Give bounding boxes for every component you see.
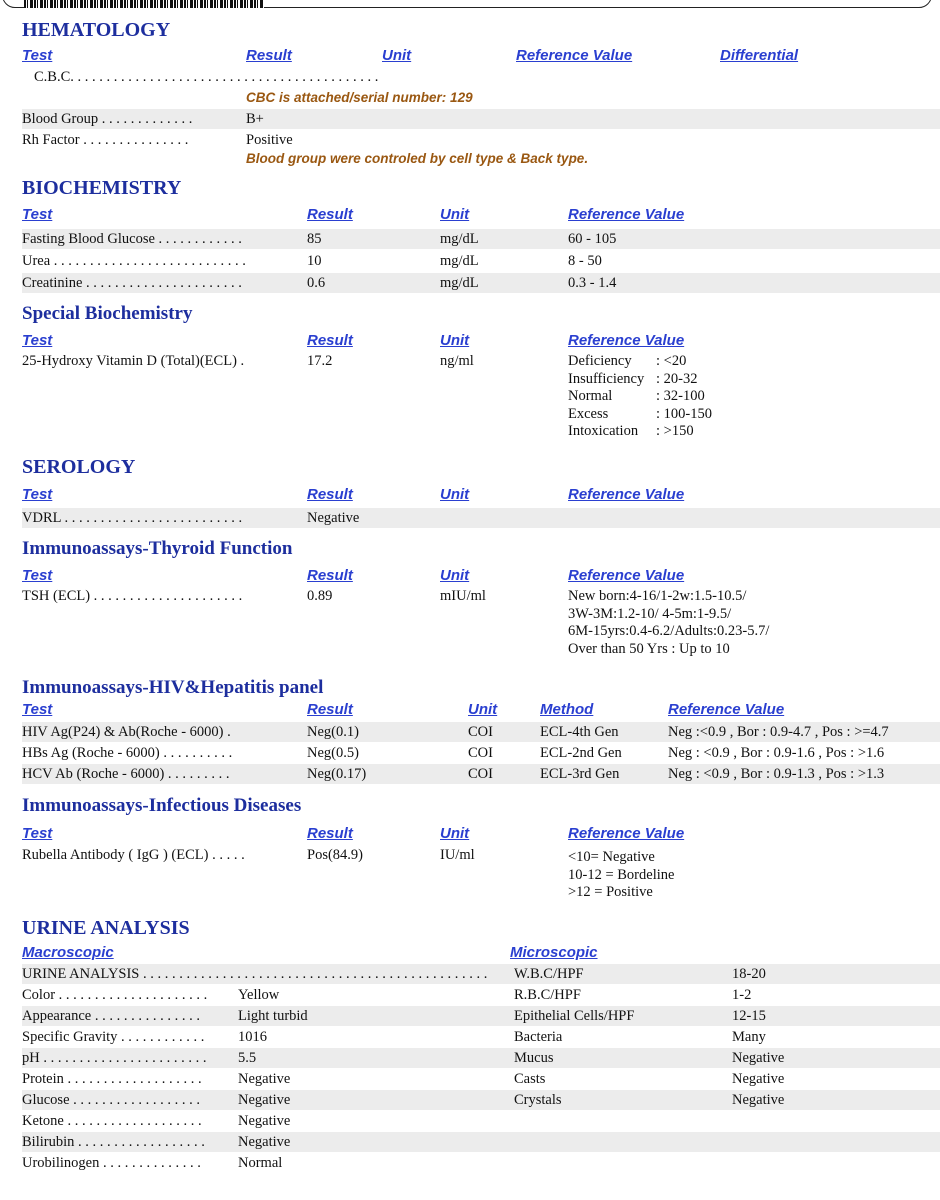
header-reference: Reference Value xyxy=(516,47,633,64)
test-unit: ng/ml xyxy=(440,353,474,369)
test-unit: IU/ml xyxy=(440,847,475,863)
table-row xyxy=(22,67,940,87)
micro-label: Epithelial Cells/HPF xyxy=(514,1008,635,1024)
urine-label: Specific Gravity . . . . . . . . . . . . xyxy=(22,1029,205,1045)
vitamin-d-reference xyxy=(568,353,712,441)
ref-value: : 100-150 xyxy=(656,405,712,422)
urine-value: Negative xyxy=(238,1092,291,1108)
ref-label: Deficiency xyxy=(568,353,632,369)
table-row xyxy=(22,1069,940,1089)
urine-value: Normal xyxy=(238,1155,283,1171)
ref-label: Excess xyxy=(568,405,609,422)
ref-label: Insufficiency xyxy=(568,370,645,387)
table-row xyxy=(22,964,940,984)
header-differential: Differential xyxy=(720,47,799,64)
test-reference: 60 - 105 xyxy=(568,231,617,247)
table-row xyxy=(22,1027,940,1047)
test-method: ECL-2nd Gen xyxy=(540,745,622,761)
urine-value: Yellow xyxy=(238,987,280,1003)
urine-label: URINE ANALYSIS . . . . . . . . . . . . . . . . . . . . . . . . . . . . . . . . . . . . . . . . . . . . . . . . xyxy=(22,966,488,982)
test-unit: mIU/ml xyxy=(440,588,486,604)
test-unit: mg/dL xyxy=(440,275,479,291)
urine-label: Protein . . . . . . . . . . . . . . . . . . . xyxy=(22,1071,202,1087)
test-name: Creatinine . . . . . . . . . . . . . . . . . . . . . . xyxy=(22,275,242,291)
micro-label: Casts xyxy=(514,1071,546,1087)
table-row xyxy=(22,229,940,249)
test-name: HCV Ab (Roche - 6000) . . . . . . . . . xyxy=(22,766,230,782)
header-result: Result xyxy=(246,47,292,64)
header-unit: Unit xyxy=(468,701,498,718)
header-test: Test xyxy=(22,47,53,64)
micro-label: Bacteria xyxy=(514,1029,563,1045)
header-result: Result xyxy=(307,486,353,503)
micro-label: Mucus xyxy=(514,1050,554,1066)
header-reference: Reference Value xyxy=(568,567,685,584)
micro-label: Crystals xyxy=(514,1092,562,1108)
table-row xyxy=(22,130,940,150)
section-title-special-biochemistry: Special Biochemistry xyxy=(22,303,193,324)
test-name: HBs Ag (Roche - 6000) . . . . . . . . . . xyxy=(22,745,233,761)
header-unit: Unit xyxy=(440,486,470,503)
urine-label: Color . . . . . . . . . . . . . . . . . . . . . xyxy=(22,987,208,1003)
urine-label: Glucose . . . . . . . . . . . . . . . . . . xyxy=(22,1092,201,1108)
test-result: Neg(0.5) xyxy=(307,745,359,761)
table-row xyxy=(22,1153,940,1173)
section-title-serology: SEROLOGY xyxy=(22,456,136,478)
urine-value: Light turbid xyxy=(238,1008,308,1024)
test-unit: COI xyxy=(468,766,493,782)
tsh-reference xyxy=(568,588,769,658)
test-name: Urea . . . . . . . . . . . . . . . . . . . . . . . . . . . xyxy=(22,253,246,269)
table-row xyxy=(22,508,940,528)
ref-value: : 32-100 xyxy=(656,388,705,404)
section-title-thyroid: Immunoassays-Thyroid Function xyxy=(22,538,293,559)
micro-value: 1-2 xyxy=(732,987,752,1003)
test-unit: mg/dL xyxy=(440,231,479,247)
urine-value: Negative xyxy=(238,1134,291,1150)
barcode xyxy=(24,0,264,8)
section-title-biochemistry: BIOCHEMISTRY xyxy=(22,177,182,199)
table-row xyxy=(22,722,940,742)
table-row xyxy=(22,1090,940,1110)
ref-label: Normal xyxy=(568,388,613,404)
test-name: VDRL . . . . . . . . . . . . . . . . . . . . . . . . . xyxy=(22,510,243,526)
ref-line: 6M-15yrs:0.4-6.2/Adults:0.23-5.7/ xyxy=(568,623,770,639)
test-name: TSH (ECL) . . . . . . . . . . . . . . . . . . . . . xyxy=(22,588,243,604)
header-result: Result xyxy=(307,206,353,223)
ref-line: >12 = Positive xyxy=(568,884,653,900)
test-reference: Neg : <0.9 , Bor : 0.9-1.6 , Pos : >1.6 xyxy=(668,745,885,761)
ref-value: : >150 xyxy=(656,423,694,439)
micro-value: Negative xyxy=(732,1050,785,1066)
header-unit: Unit xyxy=(440,332,470,349)
section-title-hiv-hepatitis: Immunoassays-HIV&Hepatitis panel xyxy=(22,677,324,698)
test-result: 17.2 xyxy=(307,353,333,369)
test-result: 0.6 xyxy=(307,275,326,291)
urine-label: Bilirubin . . . . . . . . . . . . . . . . . . xyxy=(22,1134,205,1150)
urine-value: 1016 xyxy=(238,1029,267,1045)
header-unit: Unit xyxy=(440,825,470,842)
cbc-note: CBC is attached/serial number: 129 xyxy=(246,90,473,105)
section-title-urine: URINE ANALYSIS xyxy=(22,917,190,939)
test-result: Negative xyxy=(307,510,360,526)
table-row xyxy=(22,251,940,271)
table-row xyxy=(22,109,940,129)
test-reference: 0.3 - 1.4 xyxy=(568,275,617,291)
header-microscopic: Microscopic xyxy=(510,944,598,961)
urine-label: Ketone . . . . . . . . . . . . . . . . . . . xyxy=(22,1113,202,1129)
test-result: Neg(0.17) xyxy=(307,766,367,782)
header-test: Test xyxy=(22,701,53,718)
test-result: Pos(84.9) xyxy=(307,847,363,863)
table-row xyxy=(22,743,940,763)
urine-value: 5.5 xyxy=(238,1050,257,1066)
test-result: 85 xyxy=(307,231,322,247)
test-name: 25-Hydroxy Vitamin D (Total)(ECL) . xyxy=(22,353,245,369)
test-result: 0.89 xyxy=(307,588,333,604)
table-row xyxy=(22,764,940,784)
header-result: Result xyxy=(307,332,353,349)
header-test: Test xyxy=(22,206,53,223)
test-name: Rubella Antibody ( IgG ) (ECL) . . . . . xyxy=(22,847,245,863)
urine-label: Appearance . . . . . . . . . . . . . . . xyxy=(22,1008,200,1024)
header-unit: Unit xyxy=(382,47,412,64)
table-row xyxy=(22,1132,940,1152)
header-test: Test xyxy=(22,332,53,349)
micro-label: R.B.C/HPF xyxy=(514,987,581,1003)
header-unit: Unit xyxy=(440,206,470,223)
test-result: Positive xyxy=(246,132,293,148)
header-test: Test xyxy=(22,567,53,584)
ref-value: : 20-32 xyxy=(656,370,698,387)
test-method: ECL-3rd Gen xyxy=(540,766,620,782)
urine-label: Urobilinogen . . . . . . . . . . . . . . xyxy=(22,1155,201,1171)
cbc-label: C.B.C. . . . . . . . . . . . . . . . . . . . . . . . . . . . . . . . . . . . . . . . . . . xyxy=(34,69,379,85)
test-reference: Neg : <0.9 , Bor : 0.9-1.3 , Pos : >1.3 xyxy=(668,766,885,782)
micro-value: 18-20 xyxy=(732,966,766,982)
table-row xyxy=(22,1111,940,1131)
ref-line: New born:4-16/1-2w:1.5-10.5/ xyxy=(568,588,747,604)
blood-group-note: Blood group were controled by cell type & Back type. xyxy=(246,151,589,166)
header-reference: Reference Value xyxy=(568,332,685,349)
header-macroscopic: Macroscopic xyxy=(22,944,114,961)
test-unit: COI xyxy=(468,724,493,740)
header-result: Result xyxy=(307,825,353,842)
micro-value: 12-15 xyxy=(732,1008,766,1024)
micro-value: Many xyxy=(732,1029,766,1045)
header-reference: Reference Value xyxy=(568,206,685,223)
test-result: 10 xyxy=(307,253,322,269)
micro-label: W.B.C/HPF xyxy=(514,966,584,982)
test-reference: 8 - 50 xyxy=(568,253,602,269)
ref-line: 3W-3M:1.2-10/ 4-5m:1-9.5/ xyxy=(568,605,732,622)
urine-label: pH . . . . . . . . . . . . . . . . . . . . . . . xyxy=(22,1050,207,1066)
urine-value: Negative xyxy=(238,1113,291,1129)
urine-value: Negative xyxy=(238,1071,291,1087)
section-title-hematology: HEMATOLOGY xyxy=(22,19,171,41)
micro-value: Negative xyxy=(732,1071,785,1087)
header-method: Method xyxy=(540,701,594,718)
header-reference: Reference Value xyxy=(568,825,685,842)
header-result: Result xyxy=(307,701,353,718)
header-test: Test xyxy=(22,486,53,503)
ref-line: <10= Negative xyxy=(568,849,655,865)
header-reference: Reference Value xyxy=(668,701,785,718)
table-row xyxy=(22,1048,940,1068)
header-unit: Unit xyxy=(440,567,470,584)
table-row xyxy=(22,273,940,293)
ref-line: Over than 50 Yrs : Up to 10 xyxy=(568,640,730,657)
header-test: Test xyxy=(22,825,53,842)
header-reference: Reference Value xyxy=(568,486,685,503)
section-title-infectious: Immunoassays-Infectious Diseases xyxy=(22,795,302,816)
test-name: Blood Group . . . . . . . . . . . . . xyxy=(22,111,193,127)
test-name: Rh Factor . . . . . . . . . . . . . . . xyxy=(22,132,189,148)
header-result: Result xyxy=(307,567,353,584)
table-row xyxy=(22,1006,940,1026)
table-row xyxy=(22,985,940,1005)
test-unit: mg/dL xyxy=(440,253,479,269)
test-name: HIV Ag(P24) & Ab(Roche - 6000) . xyxy=(22,724,231,740)
test-unit: COI xyxy=(468,745,493,761)
test-reference: Neg :<0.9 , Bor : 0.9-4.7 , Pos : >=4.7 xyxy=(668,724,889,740)
ref-line: 10-12 = Bordeline xyxy=(568,866,675,883)
micro-value: Negative xyxy=(732,1092,785,1108)
test-result: Neg(0.1) xyxy=(307,724,359,740)
test-result: B+ xyxy=(246,111,264,127)
ref-label: Intoxication xyxy=(568,423,639,439)
test-method: ECL-4th Gen xyxy=(540,724,619,740)
ref-value: : <20 xyxy=(656,353,687,369)
test-name: Fasting Blood Glucose . . . . . . . . . . . . xyxy=(22,231,242,247)
rubella-reference xyxy=(568,849,674,902)
